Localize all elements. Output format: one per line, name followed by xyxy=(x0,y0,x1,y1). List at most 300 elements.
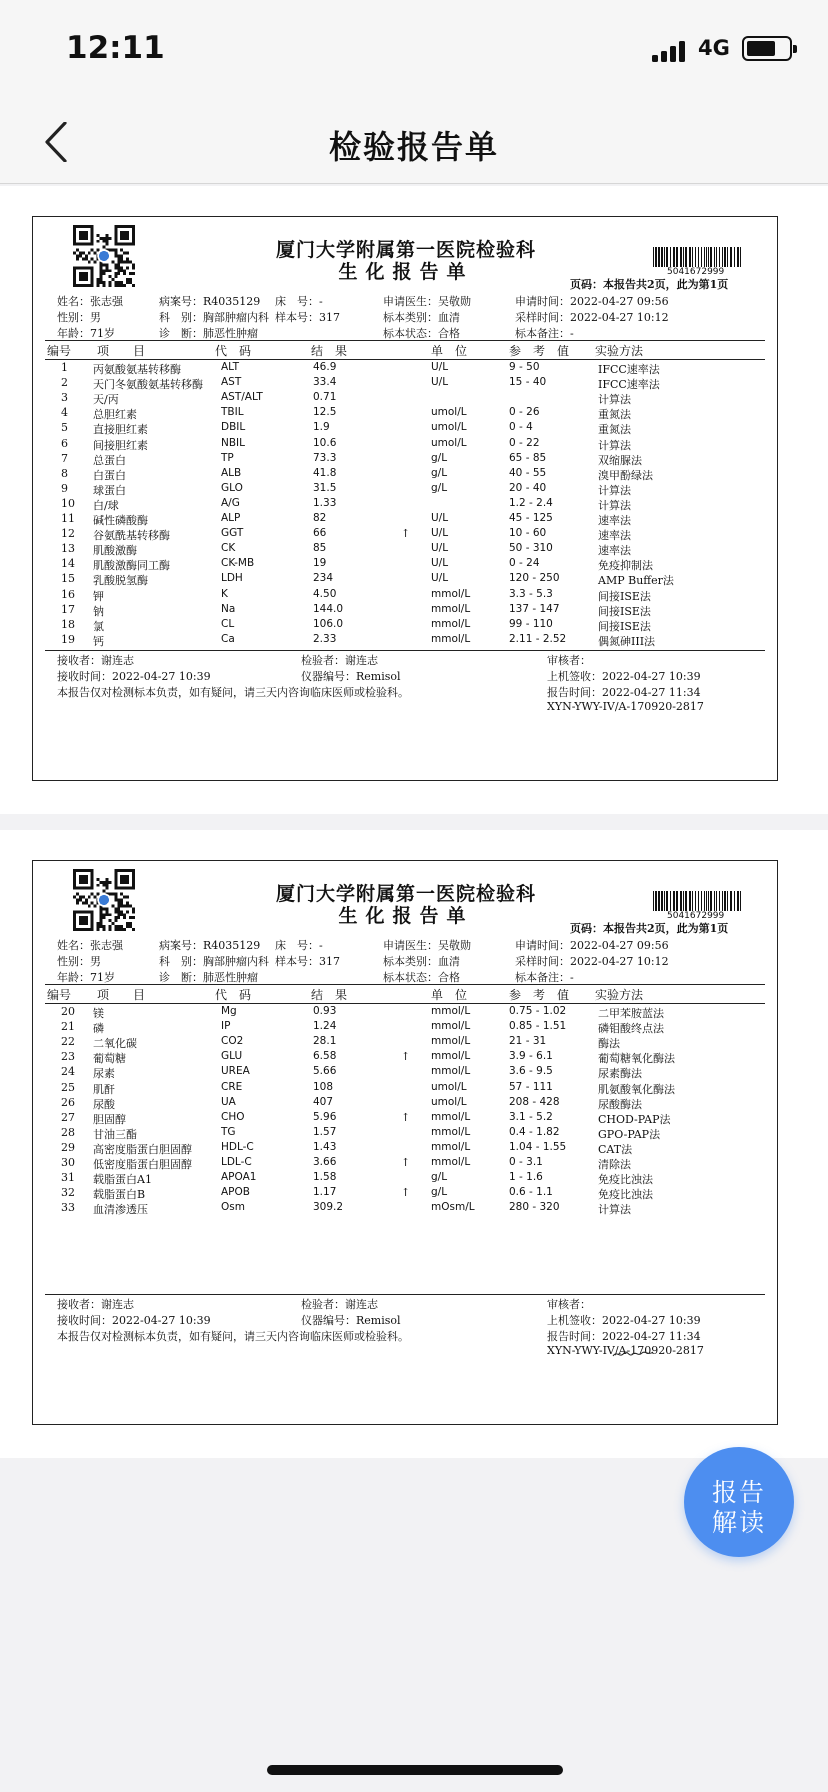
row-code: LDL-C xyxy=(221,1156,252,1168)
page-info: 页码：本报告共2页，此为第1页 xyxy=(570,922,729,935)
row-method: 清除法 xyxy=(598,1158,631,1171)
row-result: 41.8 xyxy=(313,466,337,479)
row-result: 1.57 xyxy=(313,1125,337,1138)
signature-icon xyxy=(611,1347,657,1361)
row-reference: 2.11 - 2.52 xyxy=(509,632,567,645)
row-unit: mmol/L xyxy=(431,617,471,630)
row-reference: 0.4 - 1.82 xyxy=(509,1125,560,1138)
row-unit: mmol/L xyxy=(431,1065,471,1078)
case-number: 病案号：R4035129 xyxy=(159,295,261,308)
row-item: 白蛋白 xyxy=(93,468,126,482)
row-code: TP xyxy=(221,451,234,464)
row-result: 1.43 xyxy=(313,1140,337,1153)
row-reference: 3.1 - 5.2 xyxy=(509,1110,553,1123)
row-number: 3 xyxy=(61,391,68,405)
row-reference: 57 - 111 xyxy=(509,1080,553,1093)
row-item: 低密度脂蛋白胆固醇 xyxy=(93,1158,192,1171)
lab-report-sheet xyxy=(32,216,778,781)
row-number: 24 xyxy=(61,1065,75,1079)
row-code: GLO xyxy=(221,481,243,494)
row-number: 28 xyxy=(61,1125,75,1139)
divider-line xyxy=(45,984,765,985)
row-code: AST xyxy=(221,376,242,389)
col-result-header: 结 果 xyxy=(311,344,348,358)
row-number: 30 xyxy=(61,1156,75,1169)
institution-name: 厦门大学附属第一医院检验科 xyxy=(275,883,536,905)
row-unit: mmol/L xyxy=(431,587,471,600)
row-unit: umol/L xyxy=(431,406,467,419)
row-code: CO2 xyxy=(221,1035,244,1048)
row-number: 19 xyxy=(61,632,75,646)
row-number: 25 xyxy=(61,1080,75,1094)
row-unit: U/L xyxy=(431,527,449,540)
row-method: 计算法 xyxy=(598,438,631,452)
row-code: UREA xyxy=(221,1065,250,1078)
row-reference: 9 - 50 xyxy=(509,361,540,373)
row-result: 1.58 xyxy=(313,1171,337,1184)
row-method: 重氮法 xyxy=(598,408,631,422)
row-unit: mmol/L xyxy=(431,1140,471,1153)
row-item: 丙氨酸氨基转移酶 xyxy=(93,363,181,376)
row-item: 直接胆红素 xyxy=(93,423,148,437)
collect-time: 采样时间：2022-04-27 10:12 xyxy=(515,955,669,968)
row-result: 0.93 xyxy=(313,1005,337,1017)
row-method: 酶法 xyxy=(598,1037,620,1051)
row-code: APOB xyxy=(221,1186,250,1199)
row-number: 21 xyxy=(61,1020,75,1034)
row-result: 1.33 xyxy=(313,496,337,509)
patient-name: 姓名：张志强 xyxy=(57,295,123,308)
row-result: 5.96 xyxy=(313,1110,337,1123)
patient-sex: 性别：男 xyxy=(57,955,101,968)
row-code: CK-MB xyxy=(221,557,255,570)
inspector-label: 检验者：谢连志 xyxy=(301,1298,378,1311)
row-result: 2.33 xyxy=(313,632,337,645)
row-method: 计算法 xyxy=(598,1203,631,1217)
bed-number: 床 号：- xyxy=(275,939,323,952)
sign-in-time: 上机签收：2022-04-27 10:39 xyxy=(547,1314,701,1327)
row-unit: mmol/L xyxy=(431,602,471,615)
row-result: 0.71 xyxy=(313,391,337,404)
row-result: 33.4 xyxy=(313,376,337,389)
sample-state: 标本状态：合格 xyxy=(383,971,460,984)
row-result: 108 xyxy=(313,1080,334,1093)
row-item: 肌酸激酶同工酶 xyxy=(93,559,170,573)
collect-time: 采样时间：2022-04-27 10:12 xyxy=(515,311,669,324)
row-method: 尿酸酶法 xyxy=(598,1097,642,1111)
fab-label-line1: 报告 xyxy=(711,1478,766,1507)
row-item: 载脂蛋白A1 xyxy=(93,1173,152,1187)
row-number: 29 xyxy=(61,1140,75,1154)
row-number: 5 xyxy=(61,421,68,435)
institution-name: 厦门大学附属第一医院检验科 xyxy=(275,239,536,261)
col-unit-header: 单 位 xyxy=(431,988,468,1002)
report-card[interactable] xyxy=(0,830,828,1458)
row-flag: ↑ xyxy=(401,1186,411,1200)
row-method: 溴甲酚绿法 xyxy=(598,468,653,482)
row-item: 血清渗透压 xyxy=(93,1203,148,1217)
report-card[interactable] xyxy=(0,186,828,814)
col-number-header: 编号 xyxy=(47,344,72,358)
row-method: 间接ISE法 xyxy=(598,604,651,618)
row-method: 磷钼酸终点法 xyxy=(598,1022,664,1036)
applying-doctor: 申请医生：吴敬勋 xyxy=(383,939,471,952)
receive-time: 接收时间：2022-04-27 10:39 xyxy=(57,670,211,683)
row-reference: 120 - 250 xyxy=(509,572,560,585)
row-item: 天/丙 xyxy=(93,393,119,407)
row-result: 234 xyxy=(313,572,334,585)
row-reference: 208 - 428 xyxy=(509,1095,560,1108)
row-item: 二氧化碳 xyxy=(93,1037,137,1051)
row-item: 载脂蛋白B xyxy=(93,1188,146,1202)
row-method: 计算法 xyxy=(598,483,631,497)
patient-age: 年龄：71岁 xyxy=(57,971,115,984)
page-info: 页码：本报告共2页，此为第1页 xyxy=(570,278,729,291)
row-unit: g/L xyxy=(431,481,448,494)
battery-icon xyxy=(742,36,792,61)
row-method: 速率法 xyxy=(598,514,631,527)
barcode-number: 5041672999 xyxy=(667,911,725,921)
row-code: NBIL xyxy=(221,436,246,449)
case-number: 病案号：R4035129 xyxy=(159,939,261,952)
row-unit: g/L xyxy=(431,451,448,464)
sample-number: 样本号：317 xyxy=(275,955,340,968)
row-item: 尿酸 xyxy=(93,1097,115,1111)
row-item: 白/球 xyxy=(93,498,119,512)
divider-line xyxy=(45,1294,765,1295)
row-method: GPO-PAP法 xyxy=(598,1127,661,1141)
report-code: XYN-YWY-IV/A-170920-2817 xyxy=(547,1344,704,1357)
row-result: 31.5 xyxy=(313,481,337,494)
row-result: 12.5 xyxy=(313,406,337,419)
row-number: 20 xyxy=(61,1005,75,1018)
row-result: 28.1 xyxy=(313,1035,337,1048)
col-number-header: 编号 xyxy=(47,988,72,1002)
col-item-header: 项 目 xyxy=(97,344,146,358)
row-result: 106.0 xyxy=(313,617,344,630)
row-reference: 0.75 - 1.02 xyxy=(509,1005,567,1017)
row-reference: 1.2 - 2.4 xyxy=(509,496,553,509)
row-unit: umol/L xyxy=(431,1095,467,1108)
row-method: 二甲苯胺蓝法 xyxy=(598,1007,664,1020)
barcode-number: 5041672999 xyxy=(667,267,725,277)
report-interpretation-button[interactable] xyxy=(684,1447,794,1557)
row-code: Ca xyxy=(221,632,235,645)
row-code: TBIL xyxy=(221,406,244,419)
row-unit: U/L xyxy=(431,361,449,373)
row-unit: mmol/L xyxy=(431,1156,471,1168)
sample-note: 标本备注：- xyxy=(515,327,574,340)
instrument-number: 仪器编号：Remisol xyxy=(301,670,401,683)
sign-in-time: 上机签收：2022-04-27 10:39 xyxy=(547,670,701,683)
row-code: A/G xyxy=(221,496,240,509)
row-unit: mmol/L xyxy=(431,1125,471,1138)
instrument-number: 仪器编号：Remisol xyxy=(301,1314,401,1327)
row-code: IP xyxy=(221,1020,231,1033)
patient-age: 年龄：71岁 xyxy=(57,327,115,340)
row-item: 甘油三酯 xyxy=(93,1127,137,1141)
row-reference: 0 - 26 xyxy=(509,406,540,419)
report-time: 报告时间：2022-04-27 11:34 xyxy=(547,686,701,699)
row-code: UA xyxy=(221,1095,236,1108)
row-method: 速率法 xyxy=(598,529,631,543)
row-method: 免疫比浊法 xyxy=(598,1188,653,1202)
row-result: 4.50 xyxy=(313,587,337,600)
reviewer-label: 审核者： xyxy=(547,1298,591,1311)
status-bar xyxy=(0,0,828,100)
row-item: 总胆红素 xyxy=(93,408,137,422)
row-method: 免疫抑制法 xyxy=(598,559,653,573)
row-item: 磷 xyxy=(93,1022,104,1036)
apply-time: 申请时间：2022-04-27 09:56 xyxy=(515,295,669,308)
row-method: IFCC速率法 xyxy=(598,363,660,376)
row-code: GGT xyxy=(221,527,244,540)
cellular-signal-icon xyxy=(652,40,688,62)
row-result: 6.58 xyxy=(313,1050,337,1063)
row-reference: 0 - 3.1 xyxy=(509,1156,543,1168)
row-item: 尿素 xyxy=(93,1067,115,1081)
row-code: ALT xyxy=(221,361,240,373)
row-number: 27 xyxy=(61,1110,75,1124)
row-item: 葡萄糖 xyxy=(93,1052,126,1066)
sample-note: 标本备注：- xyxy=(515,971,574,984)
row-method: 尿素酶法 xyxy=(598,1067,642,1081)
row-unit: mmol/L xyxy=(431,1020,471,1033)
row-item: 间接胆红素 xyxy=(93,438,148,452)
row-result: 1.24 xyxy=(313,1020,337,1033)
row-unit: mmol/L xyxy=(431,632,471,645)
row-item: 乳酸脱氢酶 xyxy=(93,574,148,588)
row-code: CHO xyxy=(221,1110,245,1123)
inspector-label: 检验者：谢连志 xyxy=(301,654,378,667)
status-time: 12:11 xyxy=(66,30,165,66)
row-item: 天门冬氨酸氨基转移酶 xyxy=(93,378,203,392)
row-reference: 280 - 320 xyxy=(509,1201,560,1214)
row-code: APOA1 xyxy=(221,1171,257,1184)
row-method: 双缩脲法 xyxy=(598,453,642,467)
barcode-icon xyxy=(653,247,745,267)
page-title: 检验报告单 xyxy=(328,128,499,166)
row-item: 氯 xyxy=(93,619,104,633)
col-reference-header: 参 考 值 xyxy=(509,988,570,1002)
row-code: Osm xyxy=(221,1201,245,1214)
patient-name: 姓名：张志强 xyxy=(57,939,123,952)
row-result: 407 xyxy=(313,1095,334,1108)
row-number: 9 xyxy=(61,481,68,495)
divider-line xyxy=(45,1003,765,1004)
reviewer-label: 审核者： xyxy=(547,654,591,667)
row-code: ALP xyxy=(221,512,241,524)
col-item-header: 项 目 xyxy=(97,988,146,1002)
row-code: GLU xyxy=(221,1050,243,1063)
row-unit: mmol/L xyxy=(431,1050,471,1063)
row-unit: mmol/L xyxy=(431,1035,471,1048)
disclaimer-text: 本报告仅对检测标本负责，如有疑问，请三天内咨询临床医师或检验科。 xyxy=(57,1330,409,1343)
row-number: 4 xyxy=(61,406,68,420)
col-result-header: 结 果 xyxy=(311,988,348,1002)
row-number: 17 xyxy=(61,602,75,616)
row-reference: 1 - 1.6 xyxy=(509,1171,543,1184)
row-method: 免疫比浊法 xyxy=(598,1173,653,1187)
row-unit: g/L xyxy=(431,1186,448,1199)
row-method: 重氮法 xyxy=(598,423,631,437)
row-unit: umol/L xyxy=(431,421,467,434)
row-flag: ↑ xyxy=(401,1110,411,1124)
row-method: 计算法 xyxy=(598,498,631,512)
row-item: 胆固醇 xyxy=(93,1112,126,1126)
row-number: 2 xyxy=(61,376,68,390)
applying-doctor: 申请医生：吴敬勋 xyxy=(383,295,471,308)
row-method: 间接ISE法 xyxy=(598,619,651,633)
row-reference: 3.6 - 9.5 xyxy=(509,1065,553,1078)
barcode-icon xyxy=(653,891,745,911)
row-method: CAT法 xyxy=(598,1142,633,1156)
patient-sex: 性别：男 xyxy=(57,311,101,324)
row-reference: 65 - 85 xyxy=(509,451,547,464)
report-title: 生化报告单 xyxy=(338,261,474,283)
row-unit: U/L xyxy=(431,542,449,555)
nav-bar xyxy=(0,100,828,184)
row-number: 32 xyxy=(61,1186,75,1200)
row-method: CHOD-PAP法 xyxy=(598,1112,671,1126)
row-method: 偶氮砷III法 xyxy=(598,634,656,648)
fab-label-line2: 解读 xyxy=(711,1508,766,1537)
row-flag: ↑ xyxy=(401,527,411,541)
col-reference-header: 参 考 值 xyxy=(509,344,570,358)
row-number: 13 xyxy=(61,542,75,556)
row-item: 钙 xyxy=(93,634,104,648)
row-code: DBIL xyxy=(221,421,246,434)
row-result: 1.17 xyxy=(313,1186,337,1199)
row-flag: ↑ xyxy=(401,1050,411,1064)
row-number: 18 xyxy=(61,617,75,631)
sample-type: 标本类别：血清 xyxy=(383,955,460,968)
row-item: 总蛋白 xyxy=(93,453,126,467)
row-unit: mOsm/L xyxy=(431,1201,475,1214)
col-method-header: 实验方法 xyxy=(595,344,644,358)
row-code: K xyxy=(221,587,228,600)
row-unit: g/L xyxy=(431,1171,448,1184)
row-reference: 20 - 40 xyxy=(509,481,547,494)
home-indicator[interactable] xyxy=(267,1765,563,1775)
row-unit: U/L xyxy=(431,376,449,389)
receiver-label: 接收者：谢连志 xyxy=(57,1298,134,1311)
row-number: 26 xyxy=(61,1095,75,1109)
receive-time: 接收时间：2022-04-27 10:39 xyxy=(57,1314,211,1327)
row-reference: 40 - 55 xyxy=(509,466,547,479)
row-number: 31 xyxy=(61,1171,75,1185)
department: 科 别：胸部肿瘤内科 xyxy=(159,311,269,324)
row-reference: 15 - 40 xyxy=(509,376,547,389)
row-number: 22 xyxy=(61,1035,75,1049)
row-unit: mmol/L xyxy=(431,1110,471,1123)
row-number: 14 xyxy=(61,557,75,571)
row-unit: umol/L xyxy=(431,1080,467,1093)
row-reference: 50 - 310 xyxy=(509,542,553,555)
row-unit: U/L xyxy=(431,572,449,585)
row-number: 12 xyxy=(61,527,75,541)
row-reference: 3.3 - 5.3 xyxy=(509,587,553,600)
row-code: Na xyxy=(221,602,236,615)
disclaimer-text: 本报告仅对检测标本负责，如有疑问，请三天内咨询临床医师或检验科。 xyxy=(57,686,409,699)
row-result: 3.66 xyxy=(313,1156,337,1168)
row-result: 5.66 xyxy=(313,1065,337,1078)
row-reference: 21 - 31 xyxy=(509,1035,547,1048)
col-code-header: 代 码 xyxy=(215,344,252,358)
row-unit: U/L xyxy=(431,557,449,570)
row-item: 高密度脂蛋白胆固醇 xyxy=(93,1142,192,1156)
network-type: 4G xyxy=(698,36,730,60)
row-unit: umol/L xyxy=(431,436,467,449)
row-reference: 45 - 125 xyxy=(509,512,553,524)
row-item: 肌酸激酶 xyxy=(93,544,137,558)
row-method: IFCC速率法 xyxy=(598,378,660,392)
row-code: CL xyxy=(221,617,235,630)
row-result: 82 xyxy=(313,512,327,524)
receiver-label: 接收者：谢连志 xyxy=(57,654,134,667)
row-reference: 99 - 110 xyxy=(509,617,553,630)
row-result: 10.6 xyxy=(313,436,337,449)
row-number: 23 xyxy=(61,1050,75,1064)
col-method-header: 实验方法 xyxy=(595,988,644,1002)
report-title: 生化报告单 xyxy=(338,905,474,927)
row-flag: ↑ xyxy=(401,1156,411,1169)
row-item: 球蛋白 xyxy=(93,483,126,497)
row-number: 6 xyxy=(61,436,68,450)
row-item: 碱性磷酸酶 xyxy=(93,514,148,527)
row-result: 66 xyxy=(313,527,327,540)
row-item: 谷氨酰基转移酶 xyxy=(93,529,170,543)
row-reference: 0.85 - 1.51 xyxy=(509,1020,567,1033)
row-reference: 0 - 4 xyxy=(509,421,533,434)
divider-line xyxy=(45,359,765,360)
row-reference: 0 - 22 xyxy=(509,436,540,449)
diagnosis: 诊 断：肺恶性肿瘤 xyxy=(159,327,258,340)
row-code: HDL-C xyxy=(221,1140,254,1153)
col-unit-header: 单 位 xyxy=(431,344,468,358)
row-code: CRE xyxy=(221,1080,243,1093)
row-number: 1 xyxy=(61,361,68,374)
lab-report-sheet xyxy=(32,860,778,1425)
row-code: LDH xyxy=(221,572,243,585)
row-reference: 0 - 24 xyxy=(509,557,540,570)
row-number: 11 xyxy=(61,512,75,525)
sample-type: 标本类别：血清 xyxy=(383,311,460,324)
row-reference: 1.04 - 1.55 xyxy=(509,1140,567,1153)
row-method: 计算法 xyxy=(598,393,631,407)
row-number: 8 xyxy=(61,466,68,480)
row-result: 1.9 xyxy=(313,421,330,434)
row-method: 肌氨酸氧化酶法 xyxy=(598,1082,675,1096)
row-reference: 137 - 147 xyxy=(509,602,560,615)
row-number: 15 xyxy=(61,572,75,586)
row-item: 镁 xyxy=(93,1007,104,1020)
row-code: ALB xyxy=(221,466,242,479)
row-number: 10 xyxy=(61,496,75,510)
row-method: 葡萄糖氧化酶法 xyxy=(598,1052,675,1066)
divider-line xyxy=(45,650,765,651)
row-reference: 3.9 - 6.1 xyxy=(509,1050,553,1063)
report-time: 报告时间：2022-04-27 11:34 xyxy=(547,1330,701,1343)
row-code: TG xyxy=(221,1125,236,1138)
row-code: CK xyxy=(221,542,236,555)
divider-line xyxy=(45,340,765,341)
row-method: AMP Buffer法 xyxy=(598,574,674,588)
row-item: 钾 xyxy=(93,589,104,603)
report-code: XYN-YWY-IV/A-170920-2817 xyxy=(547,700,704,713)
row-result: 85 xyxy=(313,542,327,555)
row-result: 144.0 xyxy=(313,602,344,615)
